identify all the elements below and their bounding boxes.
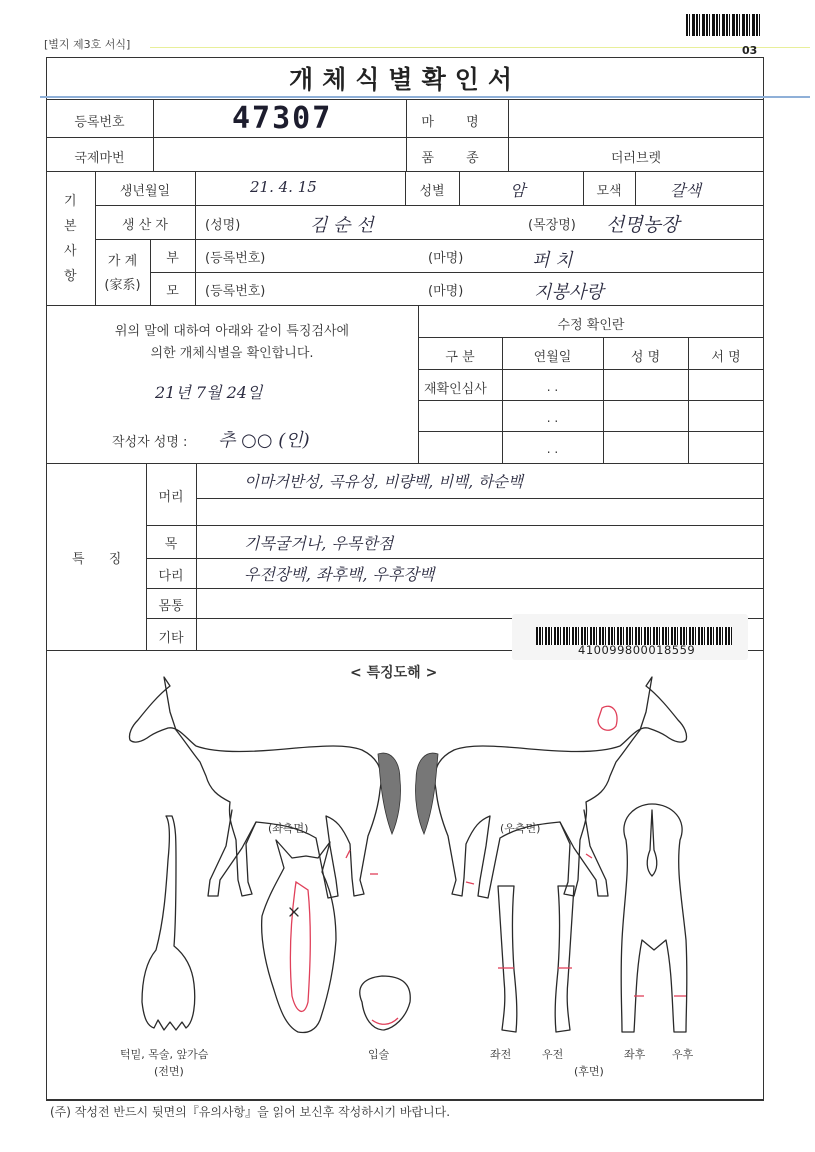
sire-label: 부 <box>166 251 179 266</box>
birth-date-value: 21. 4. 15 <box>250 178 317 196</box>
horse-diagram <box>46 650 764 1100</box>
sire-registration-label: (등록번호) <box>205 251 266 266</box>
hind-right-leg-label: 우후 <box>672 1048 694 1061</box>
front-label: (전면) <box>154 1065 184 1078</box>
coat-color-value: 갈색 <box>670 181 701 200</box>
revision-row3-date: . . <box>546 442 559 456</box>
confirmation-statement-line2: 의한 개체식별을 확인합니다. <box>150 346 314 361</box>
author-signature: 추 ○○ (인) <box>218 430 310 451</box>
dam-label: 모 <box>166 284 179 299</box>
feature-neck-label: 목 <box>164 537 178 552</box>
horse-front-legs-view <box>498 886 574 1032</box>
pedigree-label: 가 계 <box>107 254 138 269</box>
farm-name-value: 선명농장 <box>606 214 680 236</box>
revision-row1-date: . . <box>546 380 559 394</box>
revision-row-recheck: 재확인심사 <box>424 382 487 397</box>
feature-legs-value: 우전장백, 좌후백, 우후장백 <box>244 565 435 584</box>
horse-right-side <box>415 677 686 898</box>
dam-registration-label: (등록번호) <box>205 284 266 299</box>
registration-value: 47307 <box>232 101 333 136</box>
lip-label: 입술 <box>368 1048 390 1061</box>
scan-artifact-line-blue <box>40 96 810 98</box>
front-caption: 턱밑, 목술, 앞가슴 <box>120 1048 209 1061</box>
page-number: 03 <box>742 44 758 57</box>
registration-label: 등록번호 <box>74 115 125 130</box>
horse-front-view <box>142 816 195 1030</box>
author-label: 작성자 성명 : <box>112 435 188 450</box>
feature-other-label: 기타 <box>158 631 184 646</box>
right-side-caption: (우측면) <box>500 822 541 835</box>
producer-name-value: 김 순 선 <box>310 215 374 236</box>
feature-legs-label: 다리 <box>158 569 184 584</box>
form-number-label: [별지 제3호 서식] <box>44 38 131 51</box>
sex-label: 성별 <box>419 184 445 199</box>
breed-label: 품 종 <box>421 151 493 166</box>
hind-left-leg-label: 좌후 <box>624 1048 646 1061</box>
features-section-label: 특 징 <box>72 552 132 567</box>
diagram-title: < 특징도해 > <box>350 665 438 681</box>
farm-name-label: (목장명) <box>528 218 576 233</box>
sire-name-value: 퍼 치 <box>532 250 573 271</box>
confirmation-date: 21년 7월 24일 <box>155 383 263 402</box>
revision-row2-date: . . <box>546 411 559 425</box>
scan-artifact-line <box>150 47 810 48</box>
intl-number-label: 국제마번 <box>74 151 125 166</box>
sire-name-label: (마명) <box>428 251 464 266</box>
pedigree-hanja-label: (家系) <box>104 278 141 293</box>
coat-color-label: 모색 <box>596 184 622 199</box>
producer-label: 생 산 자 <box>122 218 168 233</box>
birth-date-label: 생년월일 <box>119 184 171 199</box>
breed-value: 더러브렛 <box>610 151 662 166</box>
revision-title: 수정 확인란 <box>557 318 625 333</box>
feature-neck-value: 기목굴거나, 우목한점 <box>244 534 394 553</box>
horse-left-side <box>129 677 400 898</box>
revision-header-signature: 서 명 <box>711 350 741 365</box>
revision-header-date: 연월일 <box>533 350 572 365</box>
feature-body-label: 몸통 <box>158 599 184 614</box>
revision-header-type: 구 분 <box>445 350 475 365</box>
horse-lip-view <box>360 976 410 1030</box>
left-side-caption: (좌측면) <box>268 822 309 835</box>
rear-label: (후면) <box>574 1065 604 1078</box>
revision-header-name: 성 명 <box>630 350 661 365</box>
horse-head-front-view <box>262 840 336 1033</box>
producer-name-label: (성명) <box>205 218 241 233</box>
horse-rear-view <box>621 804 687 1032</box>
confirmation-statement-line1: 위의 말에 대하여 아래와 같이 특징검사에 <box>114 324 350 339</box>
dam-name-value: 지봉사랑 <box>534 282 604 303</box>
footer-note: (주) 작성전 반드시 뒷면의『유의사항』을 읽어 보신후 작성하시기 바랍니다. <box>50 1105 451 1119</box>
sex-value: 암 <box>510 181 526 200</box>
dam-name-label: (마명) <box>428 284 464 299</box>
feature-head-value: 이마거반성, 곡유성, 비량백, 비백, 하순백 <box>244 473 523 491</box>
horse-name-label: 마 명 <box>421 115 493 130</box>
document-title: 개체식별확인서 <box>288 65 522 94</box>
barcode-number: 410099800018559 <box>578 643 696 657</box>
front-left-leg-label: 좌전 <box>490 1048 512 1061</box>
top-barcode <box>686 14 762 36</box>
feature-head-label: 머리 <box>158 490 184 505</box>
front-right-leg-label: 우전 <box>542 1048 564 1061</box>
